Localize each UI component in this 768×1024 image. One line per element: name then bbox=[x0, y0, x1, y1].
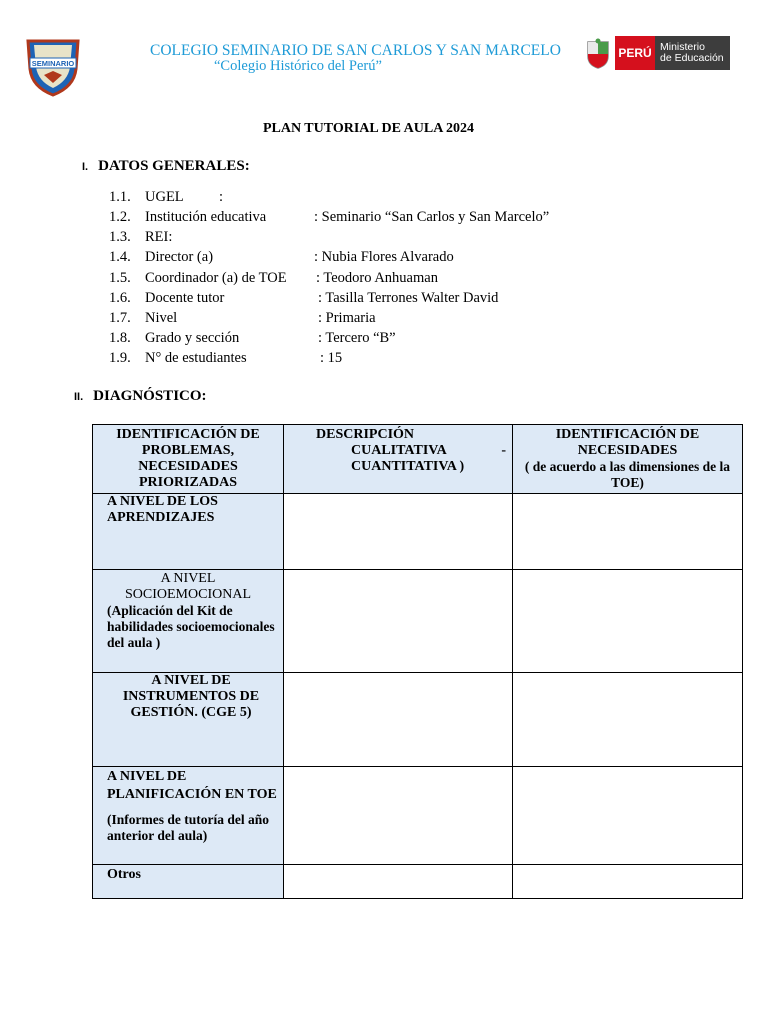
table-row bbox=[93, 673, 743, 767]
item-label: Grado y sección bbox=[145, 330, 240, 346]
peru-logo: PERÚ bbox=[615, 36, 655, 70]
header-needs-line-2: ( de acuerdo a las dimensiones de la TOE) bbox=[524, 459, 731, 490]
row-label-main: A NIVEL DE PLANIFICACIÓN EN TOE bbox=[107, 769, 277, 802]
item-value: : Seminario “San Carlos y San Marcelo” bbox=[314, 209, 550, 225]
svg-text:SEMINARIO: SEMINARIO bbox=[31, 59, 75, 68]
header-description-line-2: CUALITATIVA bbox=[351, 443, 447, 458]
header-description-line-3: CUANTITATIVA ) bbox=[351, 459, 465, 474]
item-number: 1.9. bbox=[109, 350, 131, 366]
section-title: DIAGNÓSTICO: bbox=[93, 388, 207, 404]
ministry-line-1: Ministerio bbox=[660, 41, 705, 53]
item-label: Nivel bbox=[145, 310, 178, 326]
item-value: : 15 bbox=[320, 350, 343, 366]
table-cell bbox=[513, 767, 743, 865]
item-number: 1.5. bbox=[109, 270, 131, 286]
section-number: I. bbox=[82, 161, 89, 173]
header-description-dash: - bbox=[501, 443, 506, 458]
row-label bbox=[93, 570, 284, 673]
table-cell bbox=[284, 767, 513, 865]
table-cell bbox=[513, 570, 743, 673]
table-cell bbox=[284, 673, 513, 767]
table-cell bbox=[513, 673, 743, 767]
table-row bbox=[93, 570, 743, 673]
school-crest-logo bbox=[24, 35, 82, 97]
item-value: : Tasilla Terrones Walter David bbox=[318, 290, 499, 306]
ministry-logo bbox=[655, 36, 730, 70]
item-number: 1.7. bbox=[109, 310, 131, 326]
school-name: COLEGIO SEMINARIO DE SAN CARLOS Y SAN MARCELO bbox=[150, 42, 561, 59]
row-label-sub: (Informes de tutoría del año anterior del aula) bbox=[107, 812, 269, 843]
item-number: 1.8. bbox=[109, 330, 131, 346]
item-number: 1.3. bbox=[109, 229, 131, 245]
header-needs bbox=[513, 425, 743, 494]
header-description-line-1: DESCRIPCIÓN bbox=[316, 427, 415, 442]
row-label: Otros bbox=[93, 865, 284, 899]
header-needs-line-1: IDENTIFICACIÓN DE NECESIDADES bbox=[555, 427, 700, 458]
item-number: 1.1. bbox=[109, 189, 131, 205]
document-title: PLAN TUTORIAL DE AULA 2024 bbox=[262, 121, 475, 136]
row-label-sub: (Aplicación del Kit de habilidades socioemocionales del aula ) bbox=[107, 603, 275, 650]
table-cell bbox=[284, 570, 513, 673]
row-label: A NIVEL DE INSTRUMENTOS DE GESTIÓN. (CGE 5) bbox=[93, 673, 284, 767]
row-label: A NIVEL DE LOS APRENDIZAJES bbox=[93, 494, 284, 570]
table-cell bbox=[284, 494, 513, 570]
item-label: Institución educativa bbox=[145, 209, 267, 225]
item-number: 1.6. bbox=[109, 290, 131, 306]
item-label: N° de estudiantes bbox=[145, 350, 247, 366]
header-description bbox=[284, 425, 513, 494]
section-heading-datos-generales bbox=[82, 158, 250, 175]
table-cell bbox=[513, 494, 743, 570]
row-label-main: A NIVEL SOCIOEMOCIONAL bbox=[125, 571, 251, 602]
item-label: UGEL bbox=[145, 189, 184, 205]
table-row bbox=[93, 865, 743, 899]
school-motto: “Colegio Histórico del Perú” bbox=[214, 58, 382, 74]
peru-shield-icon bbox=[584, 38, 612, 70]
item-label: Coordinador (a) de TOE bbox=[145, 270, 287, 286]
item-value: : Teodoro Anhuaman bbox=[316, 270, 438, 286]
item-number: 1.2. bbox=[109, 209, 131, 225]
item-value: : Tercero “B” bbox=[318, 330, 396, 346]
section-title: DATOS GENERALES: bbox=[98, 158, 250, 174]
item-value: : bbox=[219, 189, 224, 205]
item-label: Docente tutor bbox=[145, 290, 225, 306]
item-value: : Nubia Flores Alvarado bbox=[314, 249, 454, 265]
table-cell bbox=[513, 865, 743, 899]
section-number: II. bbox=[74, 391, 84, 403]
table-row bbox=[93, 494, 743, 570]
row-label bbox=[93, 767, 284, 865]
table-cell bbox=[284, 865, 513, 899]
table-header-row bbox=[93, 425, 743, 494]
diagnostic-table bbox=[92, 424, 743, 899]
table-row bbox=[93, 767, 743, 865]
item-number: 1.4. bbox=[109, 249, 131, 265]
section-heading-diagnostico bbox=[74, 388, 207, 405]
item-label: REI: bbox=[145, 229, 173, 245]
item-value: : Primaria bbox=[318, 310, 376, 326]
item-label: Director (a) bbox=[145, 249, 214, 265]
ministry-line-2: de Educación bbox=[660, 52, 724, 64]
header-problems: IDENTIFICACIÓN DE PROBLEMAS, NECESIDADES PRIORIZADAS bbox=[93, 425, 284, 494]
